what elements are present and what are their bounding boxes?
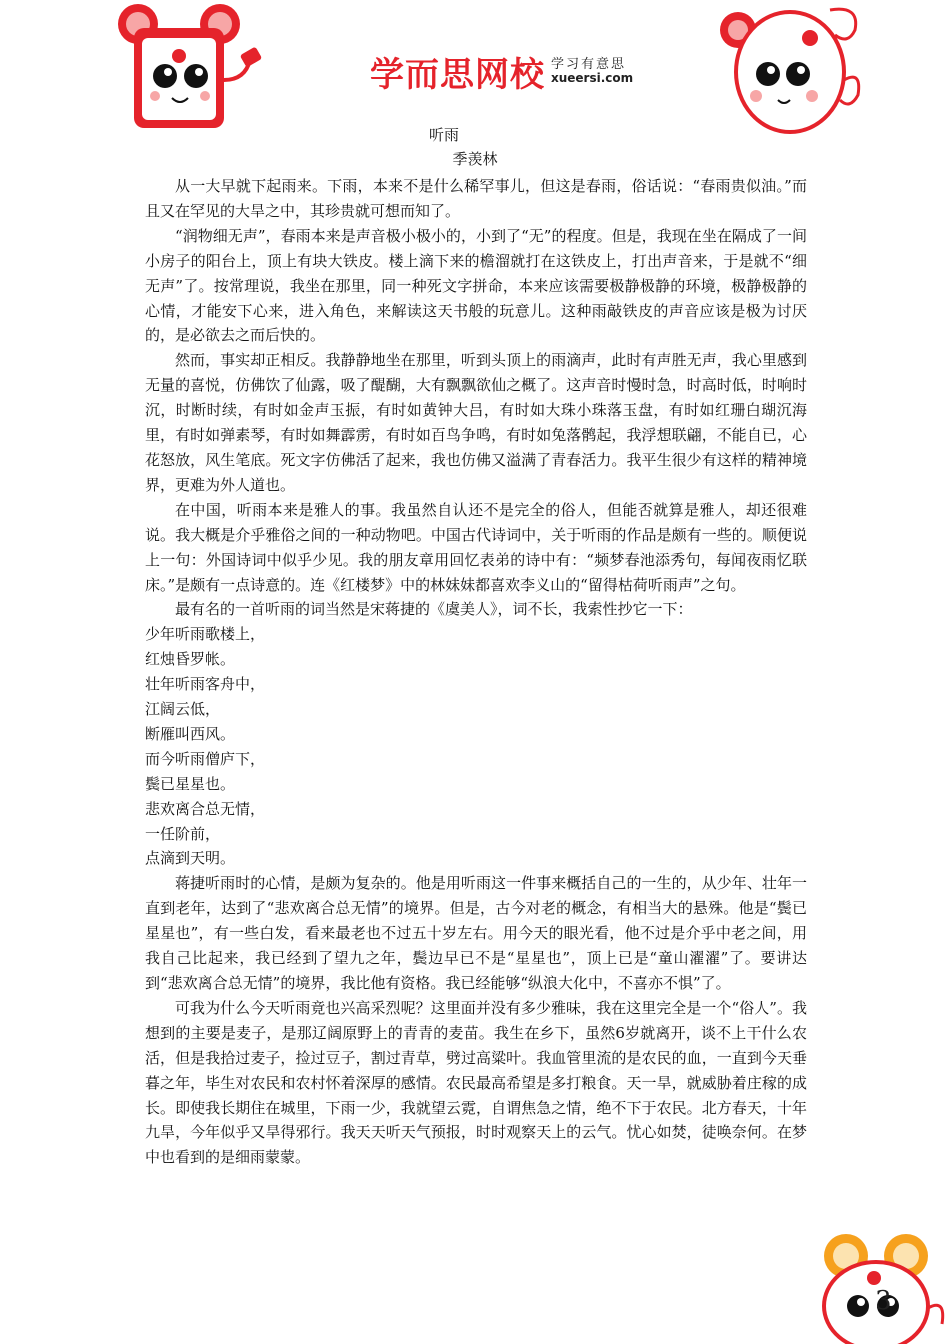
poem-line: 而今听雨僧庐下， — [145, 749, 266, 768]
article-author: 季羡林 — [452, 150, 498, 168]
logo-slogan: 学习有意思 — [551, 56, 627, 72]
paragraph: 蒋捷听雨时的心情，是颇为复杂的。他是用听雨这一件事来概括自己的一生的，从少年、壮年一直到老年，达到了“悲欢离合总无情”的境界。但是，古今对老的概念，有相当大的悬殊。他是“鬓已星星也”，有一些白发，看来最老也不过五十岁左右。用今天的眼光看，他不过是介乎中老之间，用我自己比起来，我已经到了望九之年，鬓边早已不是“星星也”，顶上已是“童山濯濯”了。要讲达到“悲欢离合总无情”的境界，我比他有资格。我已经能够“纵浪大化中，不喜亦不惧”了。 — [145, 874, 807, 992]
poem-line: 断雁叫西风。 — [145, 724, 236, 743]
poem-line: 江阔云低， — [145, 700, 221, 719]
poem-line: 一任阶前， — [145, 824, 221, 843]
poem-line: 壮年听雨客舟中， — [145, 675, 266, 694]
page-number: 3 — [875, 1286, 892, 1316]
paragraph: 从一大早就下起雨来。下雨，本来不是什么稀罕事儿，但这是春雨，俗话说：“春雨贵似油。”而且又在罕见的大旱之中，其珍贵就可想而知了。 — [145, 177, 807, 220]
mascot-left-illustration — [110, 0, 270, 135]
poem-line: 悲欢离合总无情， — [145, 799, 266, 818]
paragraph: 在中国，听雨本来是雅人的事。我虽然自认还不是完全的俗人，但能否就算是雅人，却还很难说。我大概是介乎雅俗之间的一种动物吧。中国古代诗词中，关于听雨的作品是颇有一些的。顺便说上一句：外国诗词中似乎少见。我的朋友章用回忆表弟的诗中有：“频梦春池添秀句，每闻夜雨忆联床。”是颇有一点诗意的。连《红楼梦》中的林妹妹都喜欢李义山的“留得枯荷听雨声”之句。 — [145, 500, 807, 594]
poem-line: 少年听雨歌楼上， — [145, 625, 266, 644]
brand-logo — [370, 48, 633, 94]
poem-line: 点滴到天明。 — [145, 849, 236, 868]
mascot-right-illustration — [710, 0, 870, 135]
paragraph: “润物细无声”，春雨本来是声音极小极小的，小到了“无”的程度。但是，我现在坐在隔成了一间小房子的阳台上，顶上有块大铁皮。楼上滴下来的檐溜就打在这铁皮上，打出声音来，于是就不“细无声”了。按常理说，我坐在那里，同一种死文字拼命，本来应该需要极静极静的环境，极静极静的心情，才能安下心来，进入角色，来解读这天书般的玩意儿。这种雨敲铁皮的声音应该是极为讨厌的，是必欲去之而后快的。 — [145, 226, 807, 345]
article-body — [145, 174, 807, 1170]
poem-line: 红烛昏罗帐。 — [145, 650, 236, 669]
paragraph: 最有名的一首听雨的词当然是宋蒋捷的《虞美人》，词不长，我索性抄它一下： — [175, 600, 693, 619]
article-title: 听雨 — [428, 126, 459, 144]
logo-url: xueersi.com — [551, 70, 634, 85]
poem-line: 鬓已星星也。 — [145, 774, 236, 793]
paragraph: 可我为什么今天听雨竟也兴高采烈呢？这里面并没有多少雅味，我在这里完全是一个“俗人”。我想到的主要是麦子，是那辽阔原野上的青青的麦苗。我生在乡下，虽然6岁就离开，谈不上干什么农活，但是我拾过麦子，捡过豆子，割过青草，劈过高粱叶。我血管里流的是农民的血，一直到今天垂暮之年，毕生对农民和农村怀着深厚的感情。农民最高希望是多打粮食。天一旱，就威胁着庄稼的成长。即使我长期住在城里，下雨一少，我就望云霓，自谓焦急之情，绝不下于农民。北方春天，十年九旱，今年似乎又旱得邪行。我天天听天气预报，时时观察天上的云气。忧心如焚，徒唤奈何。在梦中也看到的是细雨蒙蒙。 — [145, 998, 807, 1167]
paragraph: 然而，事实却正相反。我静静地坐在那里，听到头顶上的雨滴声，此时有声胜无声，我心里感到无量的喜悦，仿佛饮了仙露，吸了醍醐，大有飘飘欲仙之概了。这声音时慢时急，时高时低，时响时沉，时断时续，有时如金声玉振，有时如黄钟大吕，有时如大珠小珠落玉盘，有时如红珊白瑚沉海里，有时如弹素琴，有时如舞霹雳，有时如百鸟争鸣，有时如兔落鹘起，我浮想联翩，不能自已，心花怒放，风生笔底。死文字仿佛活了起来，我也仿佛又溢满了青春活力。我平生很少有这样的精神境界，更难为外人道也。 — [145, 351, 807, 494]
logo-chinese-text: 学而思网校 — [370, 54, 545, 95]
